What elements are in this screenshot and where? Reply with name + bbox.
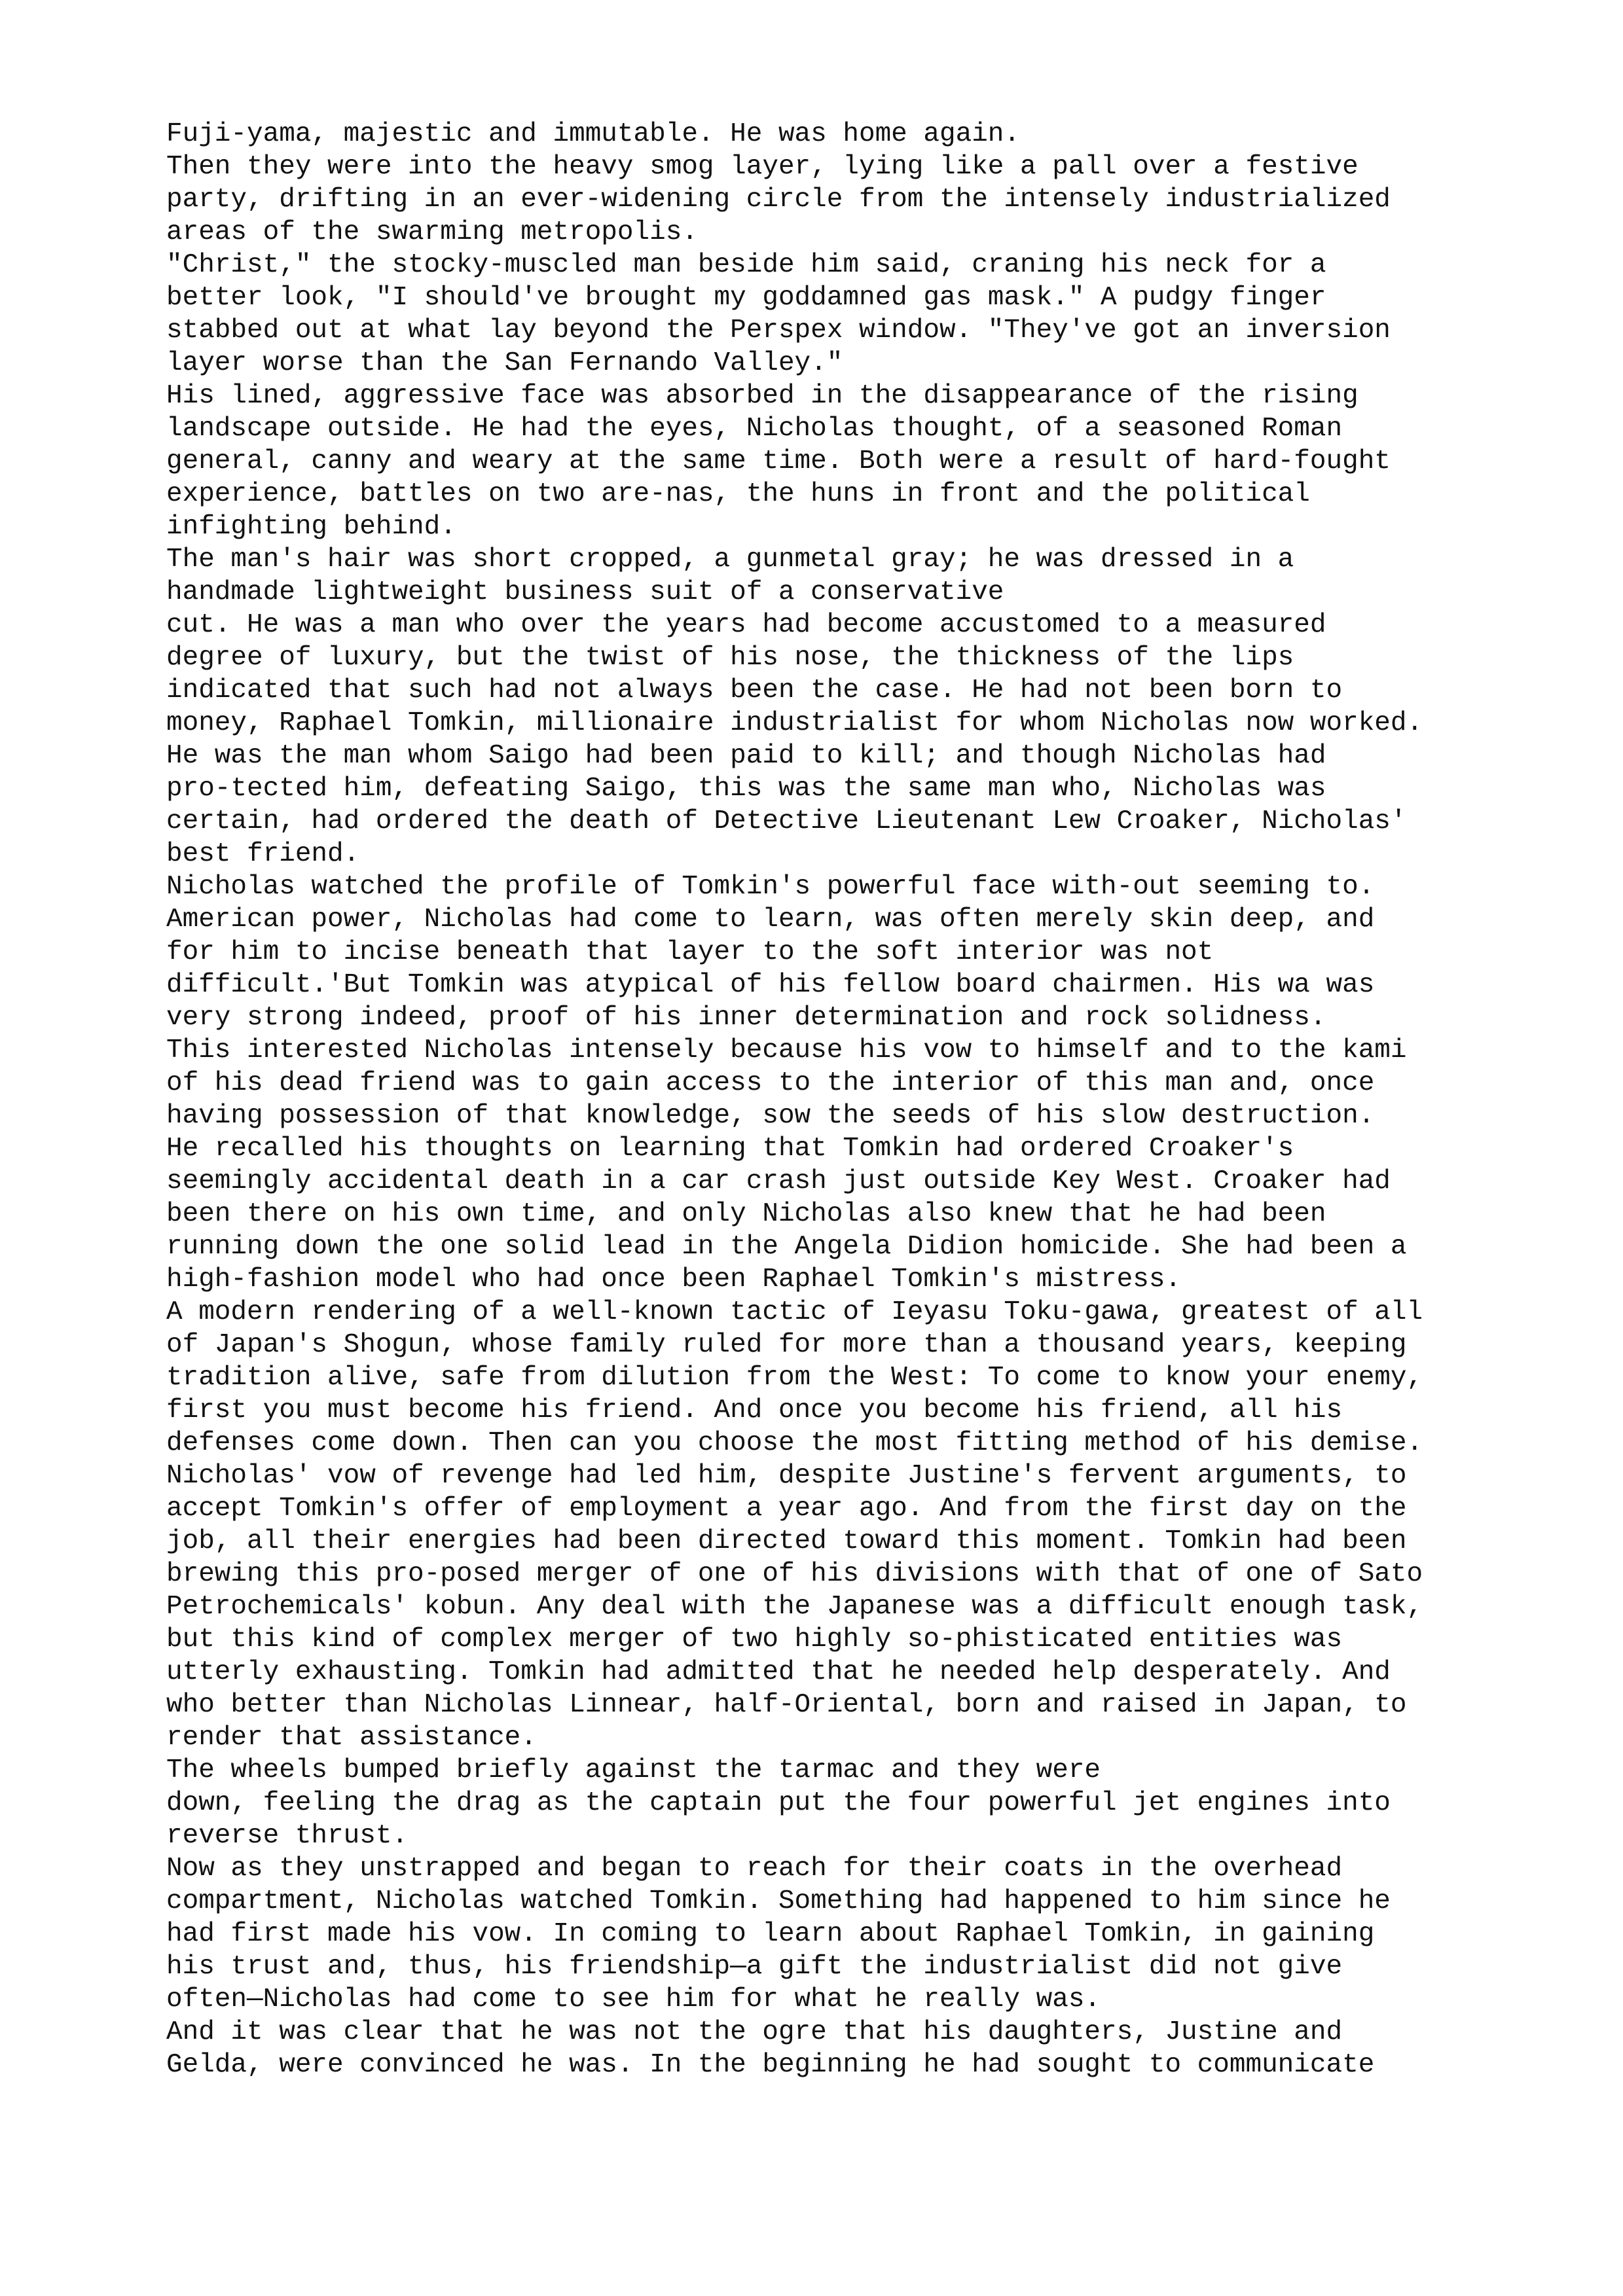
text-line: job, all their energies had been directed toward this moment. Tomkin had been [166,1526,1407,1556]
text-line: best friend. [166,839,360,869]
text-line: degree of luxury, but the twist of his nose, the thickness of the lips [166,643,1294,673]
text-line: difficult.'But Tomkin was atypical of his fellow board chairmen. His wa was [166,970,1375,1000]
text-line: "Christ," the stocky-muscled man beside him said, craning his neck for a [166,250,1326,280]
text-line: utterly exhausting. Tomkin had admitted that he needed help desperately. And [166,1657,1391,1687]
text-line: pro-tected him, defeating Saigo, this was the same man who, Nicholas was [166,774,1326,804]
text-line: stabbed out at what lay beyond the Perspex window. "They've got an inversion [166,315,1391,346]
text-line: running down the one solid lead in the Angela Didion homicide. She had been a [166,1232,1407,1262]
text-line: A modern rendering of a well-known tactic of Ieyasu Toku-gawa, greatest of all [166,1297,1423,1327]
text-line: had first made his vow. In coming to learn about Raphael Tomkin, in gaining [166,1919,1375,1949]
text-line: been there on his own time, and only Nicholas also knew that he had been [166,1199,1326,1229]
text-line: Gelda, were convinced he was. In the beginning he had sought to communicate [166,2050,1375,2080]
text-line: down, feeling the drag as the captain put the four powerful jet engines into [166,1788,1391,1818]
text-line: areas of the swarming metropolis. [166,217,698,247]
text-line: certain, had ordered the death of Detective Lieutenant Lew Croaker, Nicholas' [166,806,1407,836]
text-line: Nicholas watched the profile of Tomkin's powerful face with-out seeming to. [166,872,1375,902]
text-line: experience, battles on two are-nas, the huns in front and the political [166,479,1310,509]
text-line: Nicholas' vow of revenge had led him, despite Justine's fervent arguments, to [166,1461,1407,1491]
text-line: layer worse than the San Fernando Valley." [166,348,843,378]
text-line: party, drifting in an ever-widening circle from the intensely industrialized [166,185,1391,215]
text-line: This interested Nicholas intensely because his vow to himself and to the kami [166,1035,1407,1066]
text-line: of Japan's Shogun, whose family ruled for more than a thousand years, keeping [166,1330,1407,1360]
text-line: He was the man whom Saigo had been paid to kill; and though Nicholas had [166,741,1326,771]
text-line: Fuji-yama, majestic and immutable. He was home again. [166,119,1021,149]
text-line: landscape outside. He had the eyes, Nicholas thought, of a seasoned Roman [166,414,1343,444]
text-line: of his dead friend was to gain access to the interior of this man and, once [166,1068,1375,1098]
text-line: better look, "I should've brought my goddamned gas mask." A pudgy finger [166,283,1326,313]
text-line: seemingly accidental death in a car crash just outside Key West. Croaker had [166,1166,1391,1196]
text-line: infighting behind. [166,512,456,542]
text-line: accept Tomkin's offer of employment a year ago. And from the first day on the [166,1494,1407,1524]
text-line: money, Raphael Tomkin, millionaire industrialist for whom Nicholas now worked. [166,708,1423,738]
text-line: compartment, Nicholas watched Tomkin. Something had happened to him since he [166,1886,1391,1916]
text-line: And it was clear that he was not the ogre that his daughters, Justine and [166,2017,1343,2047]
text-line: very strong indeed, proof of his inner determination and rock solidness. [166,1003,1326,1033]
text-line: for him to incise beneath that layer to the soft interior was not [166,937,1214,967]
text-line: reverse thrust. [166,1821,409,1851]
text-line: high-fashion model who had once been Raphael Tomkin's mistress. [166,1265,1182,1295]
text-line: but this kind of complex merger of two highly so-phisticated entities was [166,1624,1343,1655]
text-line: often—Nicholas had come to see him for what he really was. [166,1984,1101,2015]
text-line: render that assistance. [166,1723,537,1753]
text-line: having possession of that knowledge, sow the seeds of his slow destruction. [166,1101,1375,1131]
text-line: He recalled his thoughts on learning that Tomkin had ordered Croaker's [166,1134,1294,1164]
text-line: brewing this pro-posed merger of one of his divisions with that of one of Sato [166,1559,1423,1589]
text-line: His lined, aggressive face was absorbed in the disappearance of the rising [166,381,1359,411]
text-line: handmade lightweight business suit of a conservative [166,577,1004,607]
text-line: The wheels bumped briefly against the tarmac and they were [166,1755,1101,1785]
text-line: Petrochemicals' kobun. Any deal with the Japanese was a difficult enough task, [166,1592,1423,1622]
text-line: his trust and, thus, his friendship—a gift the industrialist did not give [166,1952,1343,1982]
text-line: general, canny and weary at the same time. Both were a result of hard-fought [166,446,1391,476]
text-line: American power, Nicholas had come to learn, was often merely skin deep, and [166,905,1375,935]
text-line: cut. He was a man who over the years had become accustomed to a measured [166,610,1326,640]
text-line: first you must become his friend. And once you become his friend, all his [166,1395,1343,1426]
text-line: tradition alive, safe from dilution from the West: To come to know your enemy, [166,1363,1423,1393]
text-line: indicated that such had not always been the case. He had not been born to [166,675,1343,706]
text-line: Then they were into the heavy smog layer, lying like a pall over a festive [166,152,1359,182]
text-line: The man's hair was short cropped, a gunmetal gray; he was dressed in a [166,545,1294,575]
text-line: who better than Nicholas Linnear, half-Oriental, born and raised in Japan, to [166,1690,1407,1720]
text-line: Now as they unstrapped and began to reach for their coats in the overhead [166,1854,1343,1884]
text-line: defenses come down. Then can you choose the most fitting method of his demise. [166,1428,1423,1458]
document-page [166,118,1476,2081]
